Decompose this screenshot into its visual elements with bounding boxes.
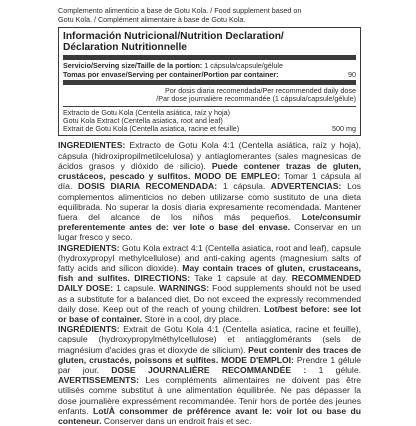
directions-text: Tomar 1 cápsula al día. [58, 171, 361, 192]
lot-info: Lote/consumir preferentemente antes de: ver lote o base del envase. [58, 211, 361, 233]
product-intro [58, 6, 361, 24]
warnings-text: Les compléments alimentaires ne doivent pas être utilisés comme substitut à une alimentation équilibrée. Ne pas dépasser la dose journalière expressément recommandée. Tenir hors de portée des jeunes enfants. [58, 375, 361, 416]
directions-heading: MODE D'EMPLOI: [218, 354, 294, 365]
warnings-heading: WARNINGS: [155, 283, 210, 294]
title-line: Información Nutricional/Nutrition Declaration/ [63, 31, 284, 42]
intro-line: Complemento alimenticio a base de Gotu Kola. / Food supplement based on [58, 6, 302, 15]
label-body-text [58, 140, 361, 426]
facts-ingredient: Gotu Kola Extract (Centella asiatica, root and leaf) [63, 115, 223, 125]
serving-size-label: Servicio/Serving size/Taille de la portion: [63, 61, 203, 70]
directions-text: Prendre 1 gélule par jour. [58, 354, 362, 375]
ingredients-heading: INGREDIENTES: [58, 140, 126, 151]
warnings-text: Food supplements should not be used as a substitute for a balanced diet. Do not exceed the expressly recommended daily dose. Keep out of the reach of young children. [58, 283, 361, 314]
lot-info: Lot/À consommer de préférence avant le: voir lot ou base du conteneur. [58, 405, 361, 426]
daily-dose-heading: DOSE JOURNALIÈRE RECOMMANDÉE : [98, 364, 307, 375]
directions-heading: MODO DE EMPLEO: [190, 171, 281, 182]
servings-value: 90 [348, 69, 356, 79]
title-line: Déclaration Nutritionnelle [63, 42, 187, 53]
facts-ingredient: Extrait de Gotu Kola (Centella asiatica, racine et feuille) [63, 124, 240, 134]
ingredients-text: Extrait de Gotu Kola 4:1 (Centella asiatica, racine et feuille), capsule (hydroxypropylméthylcellulose) et antiagglomérants (sels de magnésium d'acides gras et dioxyde de silicium). [58, 324, 361, 355]
nutrition-facts-title [63, 31, 356, 53]
storage-text: Store in a cool, dry place. [142, 313, 242, 324]
facts-amount: 500 mg [332, 124, 356, 134]
dose-line: Por dosis diaria recomendada/Per recommended daily dose [165, 86, 356, 95]
intro-line: Gotu Kola. / Complément alimentaire à base de Gotu Kola. [58, 15, 246, 24]
storage-text: Conserver dans un endroit frais et sec. [101, 415, 252, 426]
directions-heading: DIRECTIONS: [129, 273, 191, 284]
facts-ingredient: Extracto de Gotu Kola (Centella asiática, raíz y hoja) [63, 107, 230, 117]
servings-label: Tomas por envase/Serving per container/Portion par container: [63, 69, 279, 79]
ingredients-heading: INGREDIENTS: [58, 242, 120, 253]
daily-dose-text: 1 capsule. [113, 283, 156, 294]
daily-dose-heading: DOSIS DIARIA RECOMENDADA: [72, 181, 218, 192]
thin-divider [63, 106, 356, 107]
ingredients-text: Gotu Kola extract 4:1 (Centella asiatica, root and leaf), capsule (hydroxypropyl methylcellulose) and anti-caking agents (magnesium salts of fatty acids and silicon dioxide). [58, 242, 361, 273]
thick-divider [63, 55, 356, 60]
serving-size-value: 1 cápsula/capsule/gélule [204, 61, 283, 70]
spanish-section [58, 140, 361, 242]
lot-info: Lot/best before: see lot or base of container. [58, 303, 361, 324]
ingredients-heading: INGRÉDIENTS: [58, 324, 120, 335]
allergen-warning: May contain traces of gluten, crustaceans, fish and sulfites. [58, 262, 361, 284]
warnings-heading: AVERTISSEMENTS: [58, 375, 140, 386]
daily-dose-heading: RECOMMENDED DAILY DOSE: [58, 273, 362, 294]
thick-divider [63, 80, 356, 85]
french-section [58, 324, 361, 426]
ingredients-text: Extracto de Gotu Kola 4:1 (Centella asiática, raíz y hoja), cápsula (hidroxipropilmetilcelulosa) y antiaglomerantes (sales magnesicas de ácidos grasos y dióxido de silicio). [58, 140, 361, 171]
warnings-heading: ADVERTENCIAS: [265, 181, 342, 192]
english-section [58, 243, 361, 325]
dose-line: /Par dose journalière recommandée (1 cápsula/capsule/gélule) [156, 94, 356, 104]
daily-dose-text: 1 cápsula. [217, 181, 266, 192]
allergen-warning: Peut contenir des traces de gluten, crustacés, poissons et sulfites. [58, 344, 361, 365]
warnings-text: Los complementos alimenticios no deben utilizarse como sustituto de una dieta equilibrada. No superar la dosis diaria expresamente recomendada. Mantener fuera del alcance de los niños más pequeños. [58, 181, 361, 222]
directions-text: Take 1 capsule at day. [190, 273, 288, 284]
nutrition-facts-box [58, 27, 361, 136]
storage-text: Conservar en un lugar fresco y seco. [58, 222, 361, 243]
facts-ingredient-row [63, 125, 356, 133]
daily-dose-text: 1 gélule. [306, 364, 361, 375]
allergen-warning: Puede contener trazas de gluten, crustáceos, pescado y sulfitos. [58, 160, 362, 182]
facts-ingredient-list [63, 109, 356, 134]
servings-per-container-row [63, 71, 356, 80]
per-dose-header [63, 87, 356, 104]
